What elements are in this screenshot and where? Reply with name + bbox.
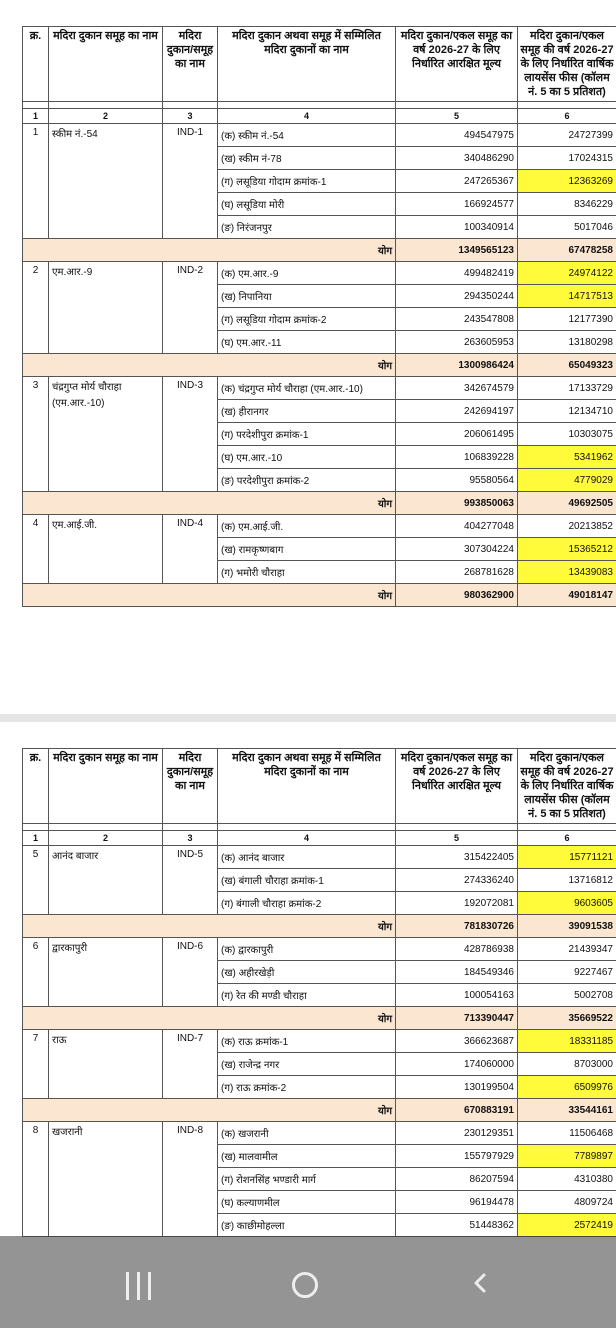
license-fee: 7789897 [518,1145,616,1168]
total-reserve-price: 980362900 [396,584,518,607]
total-label: योग [23,492,396,515]
column-number: 5 [396,109,518,124]
group-name: आनंद बाजार [49,846,163,915]
table-row [23,515,616,538]
reserve-price: 184549346 [396,961,518,984]
reserve-price: 404277048 [396,515,518,538]
reserve-price: 86207594 [396,1168,518,1191]
shop-name: (ख) राजेन्द्र नगर [218,1053,396,1076]
total-reserve-price: 1349565123 [396,239,518,262]
license-fee: 5002708 [518,984,616,1007]
reserve-price: 307304224 [396,538,518,561]
license-fee: 8346229 [518,193,616,216]
reserve-price: 106839228 [396,446,518,469]
header-license-fee: मदिरा दुकान/एकल समूह की वर्ष 2026-27 के लिए निर्धारित वार्षिक लायसेंस फीस (कॉलम नं. 5 का 5 प्रतिशत) [518,749,616,824]
shop-name: (ङ) निरंजनपुर [218,216,396,239]
total-label: योग [23,1007,396,1030]
header-license-fee: मदिरा दुकान/एकल समूह की वर्ष 2026-27 के लिए निर्धारित वार्षिक लायसेंस फीस (कॉलम नं. 5 का 5 प्रतिशत) [518,27,616,102]
total-license-fee: 67478258 [518,239,616,262]
shop-name: (क) द्वारकापुरी [218,938,396,961]
group-total-row [23,1007,616,1030]
license-fee: 10303075 [518,423,616,446]
total-license-fee: 33544161 [518,1099,616,1122]
shop-name: (क) स्कीम नं.-54 [218,124,396,147]
group-code: IND-2 [163,262,218,354]
header-group-name: मदिरा दुकान समूह का नाम [49,749,163,824]
column-number: 2 [49,831,163,846]
reserve-price: 340486290 [396,147,518,170]
table-row [23,377,616,400]
group-code: IND-5 [163,846,218,915]
column-number-row [23,831,616,846]
shop-name: (ख) हीरानगर [218,400,396,423]
reserve-price: 51448362 [396,1214,518,1237]
total-reserve-price: 781830726 [396,915,518,938]
license-fee: 24727399 [518,124,616,147]
group-total-row [23,354,616,377]
total-license-fee: 39091538 [518,915,616,938]
reserve-price: 242694197 [396,400,518,423]
table-row [23,1122,616,1145]
shop-name: (ख) मालवामील [218,1145,396,1168]
table-row [23,846,616,869]
license-fee: 20213852 [518,515,616,538]
shop-name: (घ) कल्याणमील [218,1191,396,1214]
shop-name: (ग) लसूडिया गोदाम क्रमांक-1 [218,170,396,193]
page-separator [0,705,616,730]
group-code: IND-7 [163,1030,218,1099]
column-number: 3 [163,831,218,846]
reserve-price: 192072081 [396,892,518,915]
license-fee: 4779029 [518,469,616,492]
license-fee-table-page-2 [22,748,616,1237]
header-serial: क्र. [23,749,49,824]
group-name: एम.आर.-9 [49,262,163,354]
reserve-price: 130199504 [396,1076,518,1099]
reserve-price: 206061495 [396,423,518,446]
shop-name: (ग) बंगाली चौराहा क्रमांक-2 [218,892,396,915]
header-serial: क्र. [23,27,49,102]
license-fee: 24974122 [518,262,616,285]
reserve-price: 155797929 [396,1145,518,1168]
reserve-price: 174060000 [396,1053,518,1076]
reserve-price: 499482419 [396,262,518,285]
reserve-price: 428786938 [396,938,518,961]
license-fee-table-page-1 [22,26,616,607]
header-group-code: मदिरा दुकान/समूह का नाम [163,749,218,824]
license-fee: 15771121 [518,846,616,869]
license-fee: 21439347 [518,938,616,961]
table-row [23,124,616,147]
group-total-row [23,1099,616,1122]
group-code: IND-3 [163,377,218,492]
reserve-price: 294350244 [396,285,518,308]
reserve-price: 274336240 [396,869,518,892]
group-name: राऊ [49,1030,163,1099]
group-total-row [23,492,616,515]
shop-name: (क) राऊ क्रमांक-1 [218,1030,396,1053]
reserve-price: 243547808 [396,308,518,331]
total-license-fee: 49692505 [518,492,616,515]
shop-name: (क) चंद्रगुप्त मोर्य चौराहा (एम.आर.-10) [218,377,396,400]
license-fee: 4809724 [518,1191,616,1214]
license-fee: 13180298 [518,331,616,354]
group-serial: 7 [23,1030,49,1099]
total-label: योग [23,1099,396,1122]
license-fee: 15365212 [518,538,616,561]
shop-name: (क) एम.आई.जी. [218,515,396,538]
group-serial: 4 [23,515,49,584]
license-fee: 4310380 [518,1168,616,1191]
license-fee: 9227467 [518,961,616,984]
license-fee: 2572419 [518,1214,616,1237]
column-number: 4 [218,109,396,124]
total-reserve-price: 670883191 [396,1099,518,1122]
reserve-price: 366623687 [396,1030,518,1053]
total-license-fee: 65049323 [518,354,616,377]
group-total-row [23,239,616,262]
shop-name: (ख) निपानिया [218,285,396,308]
license-fee: 6509976 [518,1076,616,1099]
group-serial: 1 [23,124,49,239]
header-reserve-price: मदिरा दुकान/एकल समूह का वर्ष 2026-27 के लिए निर्धारित आरक्षित मूल्य [396,749,518,824]
shop-name: (क) खजरानी [218,1122,396,1145]
group-serial: 6 [23,938,49,1007]
total-reserve-price: 993850063 [396,492,518,515]
shop-name: (ख) अहीरखेड़ी [218,961,396,984]
shop-name: (घ) एम.आर.-10 [218,446,396,469]
group-code: IND-4 [163,515,218,584]
reserve-price: 100054163 [396,984,518,1007]
header-group-code: मदिरा दुकान/समूह का नाम [163,27,218,102]
license-fee: 14717513 [518,285,616,308]
shop-name: (ग) रेत की मण्डी चौराहा [218,984,396,1007]
license-fee: 13439083 [518,561,616,584]
header-row [23,749,616,824]
group-serial: 3 [23,377,49,492]
group-name: एम.आई.जी. [49,515,163,584]
total-label: योग [23,915,396,938]
table-row [23,1030,616,1053]
total-reserve-price: 713390447 [396,1007,518,1030]
column-number: 4 [218,831,396,846]
license-fee: 17024315 [518,147,616,170]
shop-name: (ग) राऊ क्रमांक-2 [218,1076,396,1099]
total-license-fee: 49018147 [518,584,616,607]
license-fee: 8703000 [518,1053,616,1076]
column-number: 1 [23,109,49,124]
license-fee: 13716812 [518,869,616,892]
reserve-price: 315422405 [396,846,518,869]
reserve-price: 268781628 [396,561,518,584]
shop-name: (ग) परदेशीपुरा क्रमांक-1 [218,423,396,446]
group-name: खजरानी [49,1122,163,1237]
group-serial: 5 [23,846,49,915]
column-number: 6 [518,831,616,846]
group-code: IND-8 [163,1122,218,1237]
total-reserve-price: 1300986424 [396,354,518,377]
license-fee: 12134710 [518,400,616,423]
header-shop-names: मदिरा दुकान अथवा समूह में सम्मिलित मदिरा दुकानों का नाम [218,27,396,102]
column-number: 3 [163,109,218,124]
shop-name: (क) आनंद बाजार [218,846,396,869]
header-reserve-price: मदिरा दुकान/एकल समूह का वर्ष 2026-27 के लिए निर्धारित आरक्षित मूल्य [396,27,518,102]
column-number: 2 [49,109,163,124]
table-row [23,938,616,961]
reserve-price: 247265367 [396,170,518,193]
license-fee: 12177390 [518,308,616,331]
reserve-price: 263605953 [396,331,518,354]
license-fee: 18331185 [518,1030,616,1053]
shop-name: (ख) स्कीम नं-78 [218,147,396,170]
shop-name: (घ) लसूडिया मोरी [218,193,396,216]
group-code: IND-6 [163,938,218,1007]
total-label: योग [23,584,396,607]
reserve-price: 96194478 [396,1191,518,1214]
license-fee: 17133729 [518,377,616,400]
group-name: स्कीम नं.-54 [49,124,163,239]
group-code: IND-1 [163,124,218,239]
home-icon[interactable] [292,1272,318,1298]
license-fee: 5017046 [518,216,616,239]
reserve-price: 494547975 [396,124,518,147]
shop-name: (ग) रोशनसिंह भण्डारी मार्ग [218,1168,396,1191]
table-row [23,262,616,285]
group-serial: 2 [23,262,49,354]
shop-name: (घ) एम.आर.-11 [218,331,396,354]
recent-apps-icon[interactable] [124,1272,154,1300]
reserve-price: 166924577 [396,193,518,216]
reserve-price: 342674579 [396,377,518,400]
license-fee: 11506468 [518,1122,616,1145]
group-name: चंद्रगुप्त मोर्य चौराहा (एम.आर.-10) [49,377,163,492]
column-number: 6 [518,109,616,124]
shop-name: (क) एम.आर.-9 [218,262,396,285]
shop-name: (ङ) परदेशीपुरा क्रमांक-2 [218,469,396,492]
total-license-fee: 35669522 [518,1007,616,1030]
reserve-price: 230129351 [396,1122,518,1145]
shop-name: (ग) भमोरी चौराहा [218,561,396,584]
header-group-name: मदिरा दुकान समूह का नाम [49,27,163,102]
shop-name: (ग) लसूडिया गोदाम क्रमांक-2 [218,308,396,331]
group-total-row [23,584,616,607]
license-fee: 5341962 [518,446,616,469]
column-number: 1 [23,831,49,846]
total-label: योग [23,239,396,262]
header-row [23,27,616,102]
group-total-row [23,915,616,938]
group-serial: 8 [23,1122,49,1237]
group-name: द्वारकापुरी [49,938,163,1007]
shop-name: (ख) बंगाली चौराहा क्रमांक-1 [218,869,396,892]
reserve-price: 100340914 [396,216,518,239]
license-fee: 12363269 [518,170,616,193]
back-icon[interactable] [470,1272,492,1294]
column-number: 5 [396,831,518,846]
shop-name: (ख) रामकृष्णबाग [218,538,396,561]
reserve-price: 95580564 [396,469,518,492]
header-shop-names: मदिरा दुकान अथवा समूह में सम्मिलित मदिरा दुकानों का नाम [218,749,396,824]
shop-name: (ङ) काछीमोहल्ला [218,1214,396,1237]
total-label: योग [23,354,396,377]
license-fee: 9603605 [518,892,616,915]
column-number-row [23,109,616,124]
